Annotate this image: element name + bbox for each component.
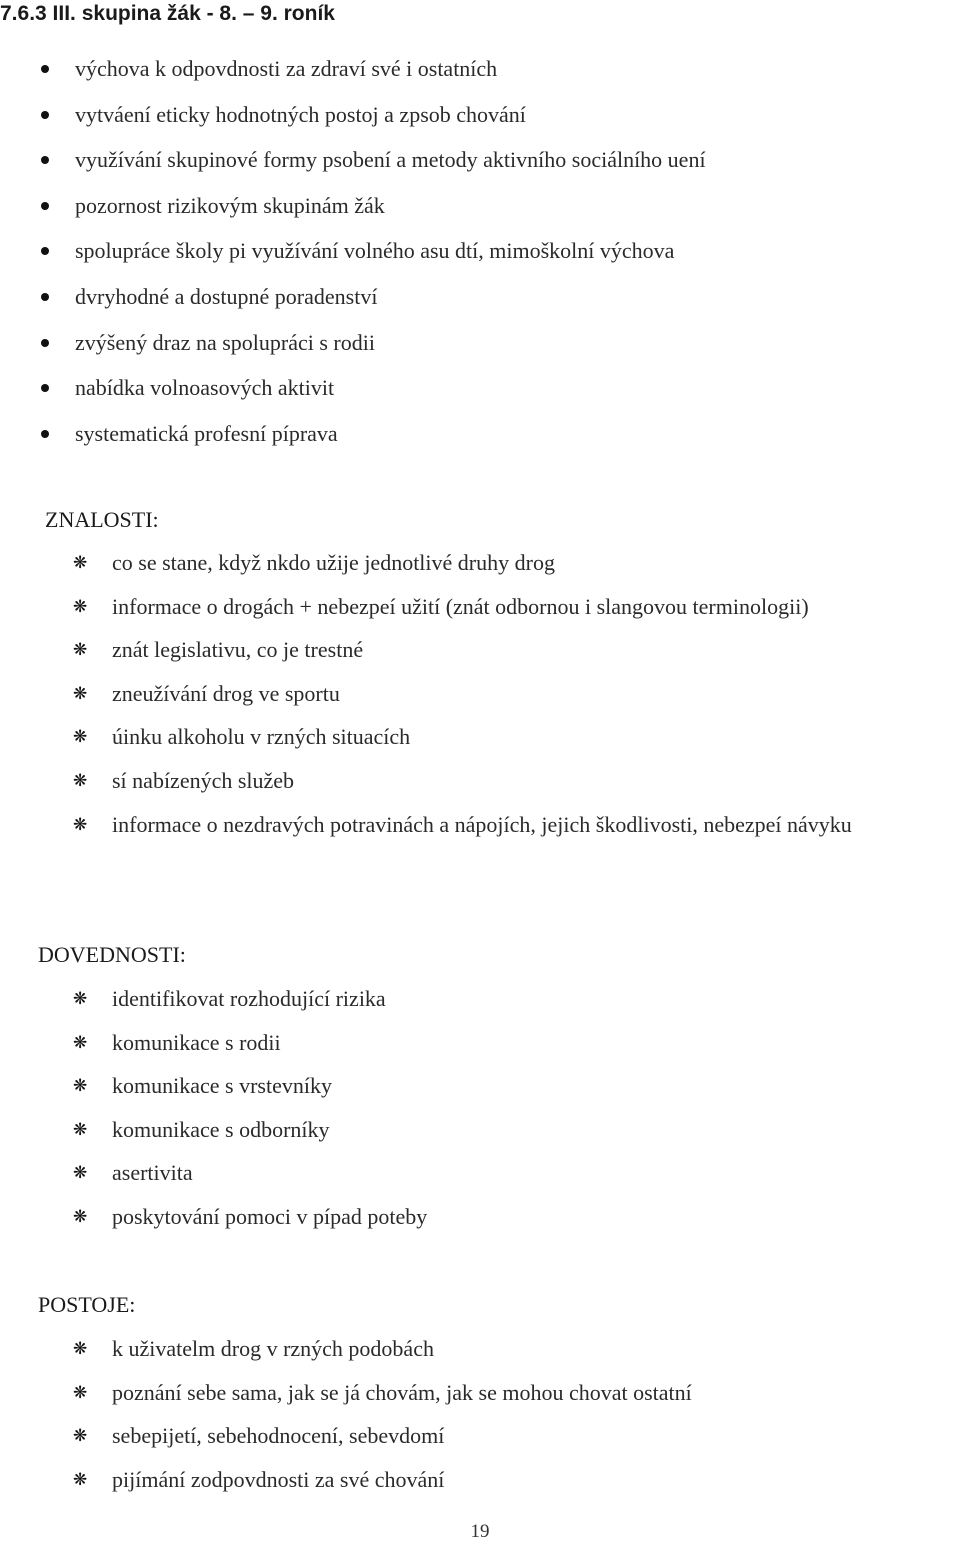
- list-item-text: vytváení eticky hodnotných postoj a zpsob chování: [75, 101, 526, 127]
- asterisk-star-icon: ❋: [73, 1339, 88, 1358]
- list-item-text: identifikovat rozhodující rizika: [112, 986, 386, 1011]
- list-item-text: poznání sebe sama, jak se já chovám, jak se mohou chovat ostatní: [112, 1379, 692, 1405]
- bullet-icon: [41, 339, 49, 347]
- asterisk-star-icon: ❋: [73, 1426, 88, 1446]
- list-item-text: využívání skupinové formy psobení a metody aktivního sociálního uení: [75, 147, 706, 173]
- asterisk-star-icon: ❋: [73, 1382, 88, 1402]
- page-number: 19: [470, 1521, 490, 1542]
- bullet-list: [0, 46, 706, 456]
- list-item: [0, 46, 706, 92]
- list-item: [0, 137, 706, 183]
- list-item: [0, 759, 956, 803]
- list-item-text: k uživatelm drog v rzných podobách: [112, 1336, 434, 1361]
- list-item-text: komunikace s vrstevníky: [112, 1073, 332, 1099]
- postoje-list: [0, 1327, 692, 1501]
- list-item-text: sí nabízených služeb: [112, 767, 295, 793]
- list-item: [0, 541, 956, 585]
- list-item-text: informace o drogách + nebezpeí užití (znát odbornou i slangovou terminologii): [112, 593, 809, 619]
- list-item: [0, 1195, 427, 1239]
- list-item-text: sebepijetí, sebehodnocení, sebevdomí: [112, 1423, 445, 1449]
- list-item: [0, 320, 706, 366]
- list-item: [0, 585, 956, 629]
- bullet-icon: [41, 293, 49, 301]
- list-item-text: systematická profesní píprava: [75, 420, 338, 446]
- list-item: [0, 1414, 692, 1458]
- asterisk-star-icon: ❋: [73, 1163, 88, 1183]
- asterisk-star-icon: ❋: [73, 770, 88, 790]
- list-item-text: poskytování pomoci v pípad poteby: [112, 1203, 428, 1229]
- asterisk-star-icon: ❋: [73, 1206, 88, 1226]
- list-item: [0, 1458, 692, 1502]
- list-item: [0, 92, 706, 138]
- list-item-text: pijímání zodpovdnosti za své chování: [112, 1466, 445, 1492]
- asterisk-star-icon: ❋: [73, 596, 88, 616]
- postoje-title: POSTOJE:: [38, 1292, 136, 1317]
- list-item: [0, 715, 956, 759]
- asterisk-star-icon: ❋: [73, 1032, 88, 1052]
- bullet-icon: [41, 384, 49, 392]
- asterisk-star-icon: ❋: [73, 1469, 88, 1489]
- dovednosti-list: [0, 977, 427, 1239]
- list-item: [0, 1108, 427, 1152]
- bullet-icon: [41, 156, 49, 164]
- list-item-text: zneužívání drog ve sportu: [112, 680, 340, 706]
- asterisk-star-icon: ❋: [73, 814, 88, 834]
- list-item-text: komunikace s rodii: [112, 1029, 281, 1055]
- asterisk-star-icon: ❋: [73, 640, 88, 660]
- asterisk-star-icon: ❋: [73, 1119, 88, 1139]
- bullet-icon: [41, 202, 49, 210]
- asterisk-star-icon: ❋: [73, 1076, 88, 1096]
- bullet-icon: [41, 430, 49, 438]
- asterisk-star-icon: ❋: [73, 683, 88, 703]
- list-item-text: zvýšený draz na spolupráci s rodii: [75, 329, 375, 355]
- list-item: [0, 183, 706, 229]
- list-item-text: spolupráce školy pi využívání volného asu dtí, mimoškolní výchova: [75, 238, 675, 264]
- bullet-icon: [41, 65, 49, 73]
- asterisk-star-icon: ❋: [73, 727, 88, 747]
- list-item-text: znát legislativu, co je trestné: [112, 637, 364, 663]
- list-item: [0, 228, 706, 274]
- bullet-icon: [41, 247, 49, 255]
- list-item-text: pozornost rizikovým skupinám žák: [75, 192, 385, 218]
- znalosti-list: [0, 541, 956, 846]
- list-item: [0, 1371, 692, 1415]
- list-item: [0, 1064, 427, 1108]
- list-item-text: nabídka volnoasových aktivit: [75, 375, 335, 401]
- list-item-text: informace o nezdravých potravinách a nápojích, jejich škodlivosti, nebezpeí návyku: [112, 811, 852, 837]
- list-item-text: asertivita: [112, 1160, 193, 1186]
- list-item: [0, 1021, 427, 1065]
- list-item: [0, 628, 956, 672]
- asterisk-star-icon: ❋: [73, 553, 88, 572]
- list-item: [0, 411, 706, 457]
- list-item: [0, 1151, 427, 1195]
- list-item: [0, 977, 427, 1021]
- list-item: [0, 274, 706, 320]
- bullet-icon: [41, 111, 49, 119]
- section-heading: 7.6.3 III. skupina žák - 8. – 9. roník: [0, 2, 335, 25]
- list-item: [0, 803, 956, 847]
- list-item-text: komunikace s odborníky: [112, 1116, 330, 1142]
- list-item: [0, 1327, 692, 1371]
- list-item: [0, 365, 706, 411]
- list-item-text: dvryhodné a dostupné poradenství: [75, 283, 378, 309]
- asterisk-star-icon: ❋: [73, 989, 88, 1008]
- list-item-text: co se stane, když nkdo užije jednotlivé druhy drog: [112, 550, 555, 575]
- list-item-text: úinku alkoholu v rzných situacích: [112, 724, 411, 750]
- list-item-text: výchova k odpovdnosti za zdraví své i ostatních: [75, 56, 498, 81]
- znalosti-title: ZNALOSTI:: [45, 507, 159, 532]
- dovednosti-title: DOVEDNOSTI:: [38, 942, 186, 967]
- list-item: [0, 672, 956, 716]
